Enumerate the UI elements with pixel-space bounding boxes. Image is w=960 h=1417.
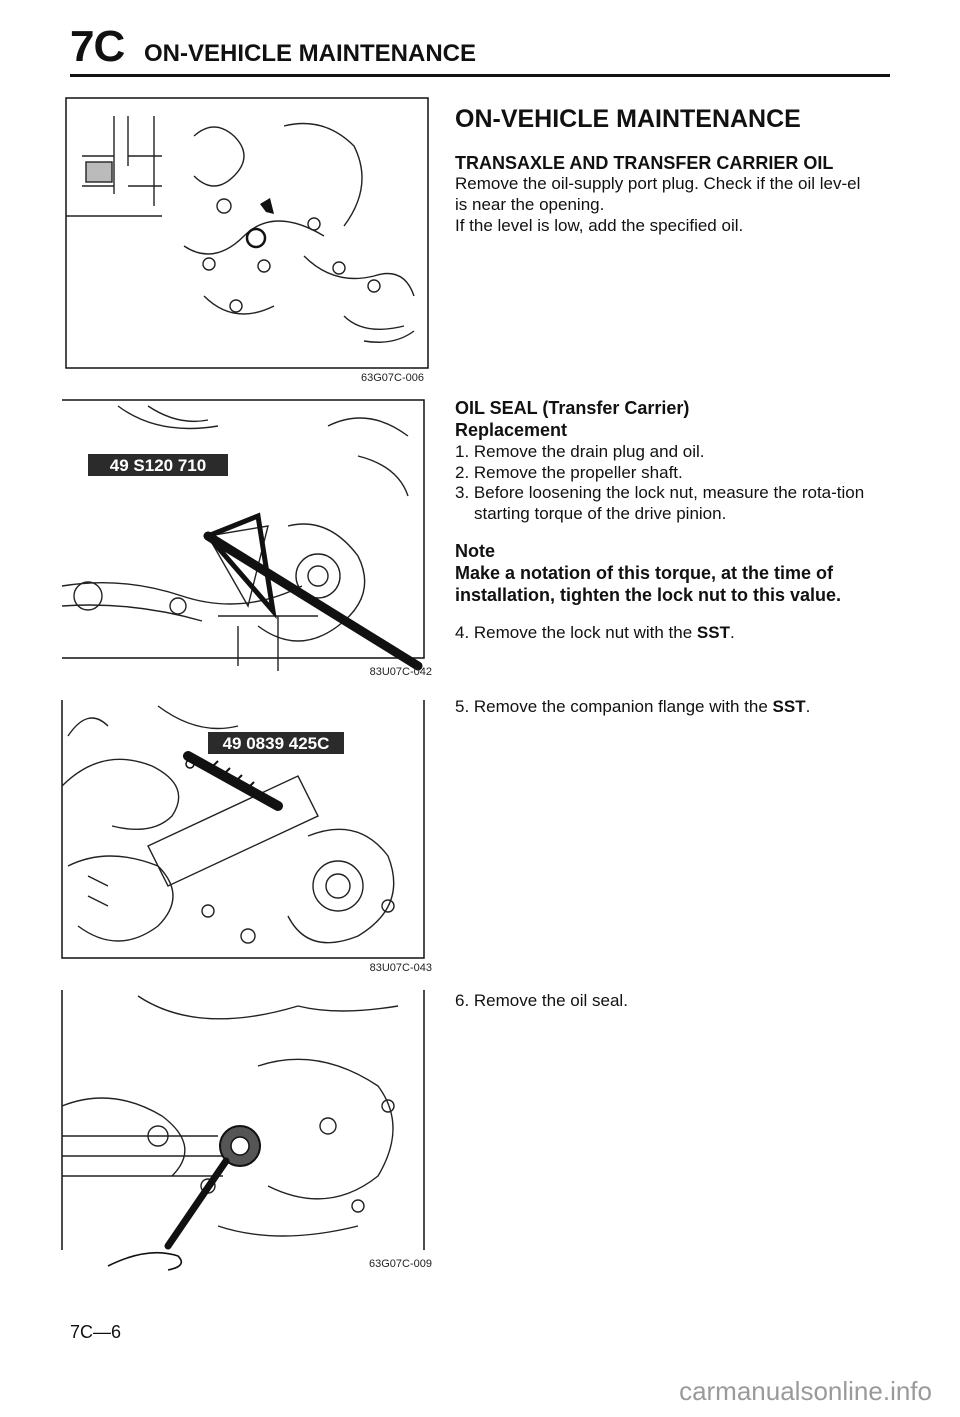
lock-nut-illustration [58,396,436,686]
period: . [805,697,811,716]
note-label: Note [455,540,495,561]
page-header [70,18,890,80]
figure-oil-plug [64,96,436,386]
section-flange [455,697,875,718]
period: . [729,622,735,642]
main-heading: ON-VEHICLE MAINTENANCE [455,105,801,133]
sst-term: SST [696,622,730,642]
section-number: 7C [70,22,125,71]
oil-heading: TRANSAXLE AND TRANSFER CARRIER OIL [455,152,834,173]
sst-label: 49 S120 710 [109,456,207,475]
seal-subheading: Replacement [455,419,568,440]
section-oil-check [455,104,875,237]
oil-text-2: If the level is low, add the specified oil. [455,215,744,235]
figure-lock-nut [58,396,436,686]
section-title: ON-VEHICLE MAINTENANCE [144,40,477,67]
seal-heading: OIL SEAL (Transfer Carrier) [455,398,690,418]
figure-code: 83U07C-043 [369,962,432,974]
step-2: 2. Remove the propeller shaft. [455,462,683,482]
figure-code: 63G07C-006 [361,372,424,384]
note-text: Make a notation of this torque, at the time of installation, tighten the lock nut to this value. [455,562,842,605]
header-rule [70,74,890,77]
step-5-text: 5. Remove the companion flange with the [455,697,768,716]
companion-flange-illustration [58,696,436,978]
step-1: 1. Remove the drain plug and oil. [455,441,705,461]
step-4-text: 4. Remove the lock nut with the [455,622,693,642]
step-5 [455,697,875,718]
section-oil-seal [455,398,875,643]
figure-oil-seal [58,986,436,1276]
oil-seal-illustration [58,986,436,1276]
oil-plug-illustration [64,96,436,386]
oil-text-1: Remove the oil-supply port plug. Check if the oil lev-el is near the opening. [455,174,861,215]
step-3: 3. Before loosening the lock nut, measure the rota-tion starting torque of the drive pinion. [455,483,865,524]
sst-label: 49 0839 425C [222,734,330,753]
watermark: carmanualsonline.info [679,1376,932,1406]
step-6: 6. Remove the oil seal. [455,991,628,1010]
section-remove-seal [455,991,875,1012]
figure-code: 63G07C-009 [369,1258,432,1270]
figure-companion-flange [58,696,436,978]
figure-code: 83U07C-042 [369,666,432,678]
sst-term: SST [772,697,806,716]
page-number: 7C—6 [70,1322,122,1342]
step-4 [455,623,875,644]
